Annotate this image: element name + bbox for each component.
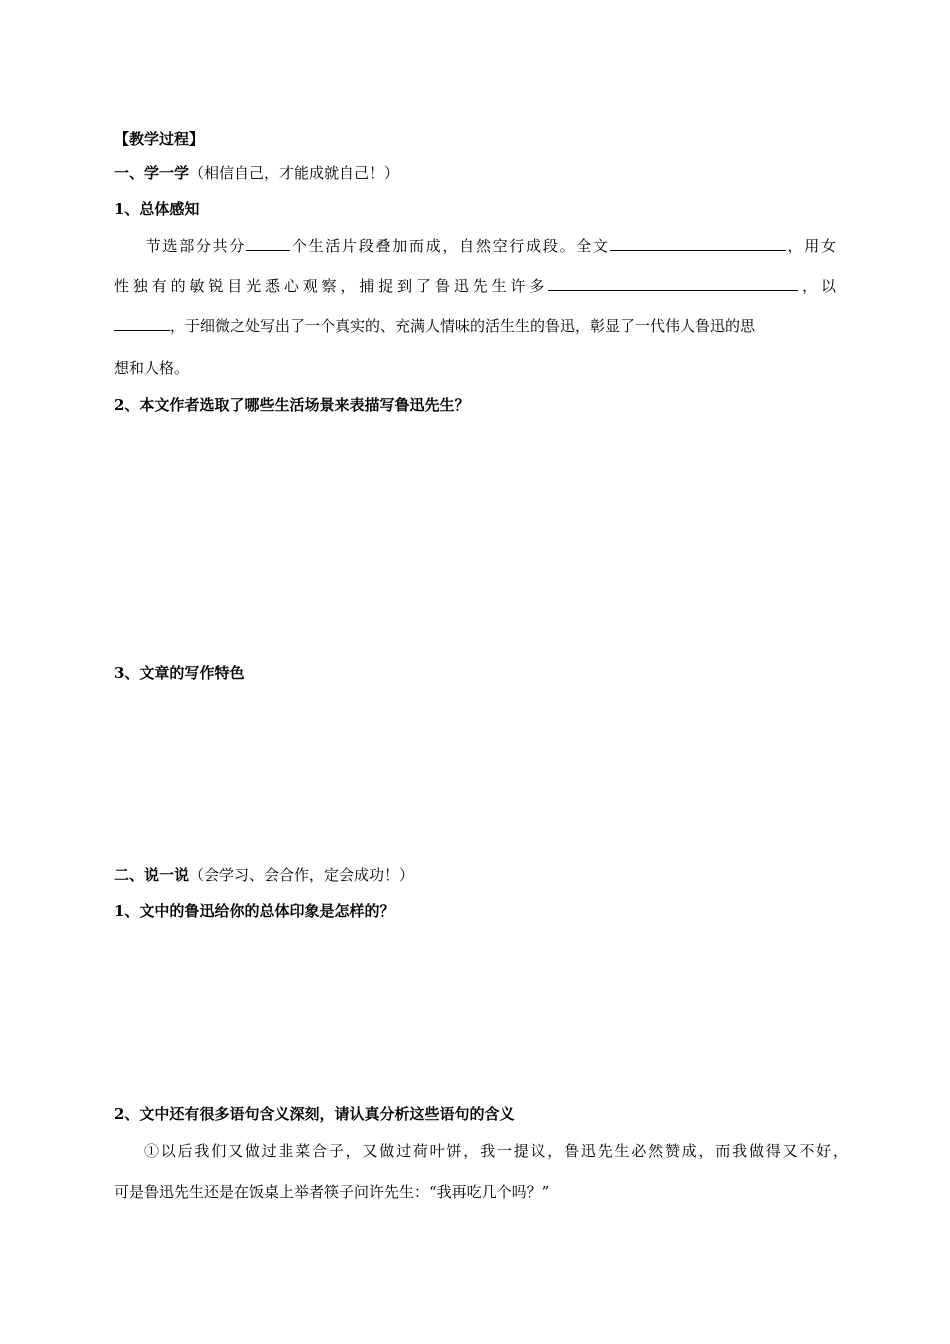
s2-q2-title: 2、文中还有很多语句含义深刻，请认真分析这些语句的含义	[114, 1105, 515, 1123]
q1-line3-text: ，于细微之处写出了一个真实的、充满人情味的活生生的鲁迅，彰显了一代伟人鲁迅的思	[170, 317, 756, 335]
section1-title: 一、学一学	[114, 164, 190, 182]
blank-full-text[interactable]	[610, 236, 786, 251]
q1-line1-text-c: ，用女	[785, 237, 836, 255]
s2-item1-line2: 可是鲁迅先生还是在饭桌上举者筷子问许先生：“我再吃几个吗？”	[114, 1183, 550, 1201]
q3-title: 3、文章的写作特色	[114, 664, 245, 682]
q2-title: 2、本文作者选取了哪些生活场景来表描写鲁迅先生？	[114, 396, 470, 414]
blank-method[interactable]	[114, 316, 170, 331]
blank-segments-count[interactable]	[246, 236, 290, 251]
q1-paragraph-line2	[114, 276, 836, 296]
section1-note: （相信自己，才能成就自己！）	[189, 164, 400, 182]
s2-item1-line1: ①以后我们又做过韭菜合子，又做过荷叶饼，我一提议，鲁迅先生必然赞成，而我做得又不好，	[144, 1142, 848, 1160]
q1-line2-text-b: ，以	[798, 277, 836, 295]
section2-title-line	[114, 865, 414, 885]
section-heading: 【教学过程】	[114, 130, 205, 148]
q1-line1-text-a: 节选部分共分	[144, 237, 247, 255]
section2-title: 二、说一说	[114, 866, 190, 884]
blank-details[interactable]	[548, 276, 798, 291]
q1-paragraph-line1	[114, 236, 836, 256]
section1-title-line	[114, 163, 399, 183]
q1-title: 1、总体感知	[114, 200, 200, 218]
q1-paragraph-line4: 想和人格。	[114, 359, 190, 377]
q1-line2-text-a: 性独有的敏锐目光悉心观察，捕捉到了鲁迅先生许多	[114, 277, 549, 295]
q1-paragraph-line3	[114, 316, 836, 336]
section2-note: （会学习、会合作，定会成功！）	[189, 866, 415, 884]
q1-line1-text-b: 个生活片段叠加而成，自然空行成段。全文	[290, 237, 610, 255]
s2-q1-title: 1、文中的鲁迅给你的总体印象是怎样的？	[114, 902, 395, 920]
